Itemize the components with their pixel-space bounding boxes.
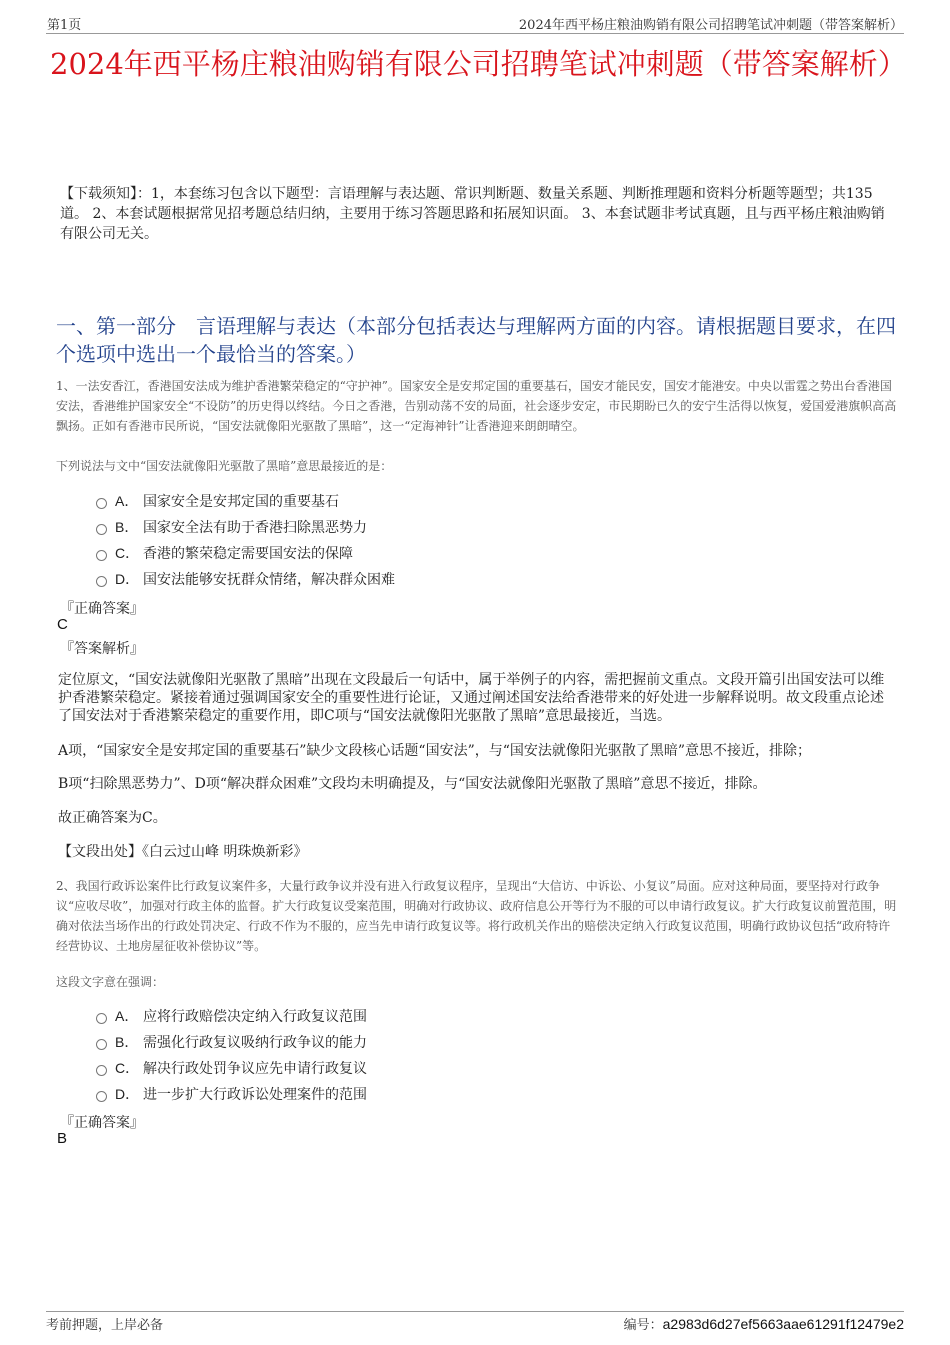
section-heading: 一、第一部分 言语理解与表达（本部分包括表达与理解两方面的内容。请根据题目要求，在四个选项中选出一个最恰当的答案。） (56, 314, 896, 366)
question-2-option-c[interactable] (96, 1058, 367, 1078)
option-letter: B． (115, 1034, 139, 1050)
option-letter: D． (115, 571, 140, 587)
page-title: 2024年西平杨庄粮油购销有限公司招聘笔试冲刺题（带答案解析） (50, 47, 907, 81)
radio-icon[interactable] (96, 1013, 107, 1024)
option-text: 国家安全法有助于香港扫除黑恶势力 (143, 520, 367, 536)
question-1-prompt: 下列说法与文中“国安法就像阳光驱散了黑暗”意思最接近的是： (56, 459, 393, 473)
analysis-paragraph: B项“扫除黑恶势力”、D项“解决群众困难”文段均未明确提及，与“国安法就像阳光驱散了黑暗”意思不接近，排除。 (58, 776, 767, 792)
download-notice: 【下载须知】：1，本套练习包含以下题型：言语理解与表达题、常识判断题、数量关系题、判断推理题和资料分析题等题型；共135道。 2、本套试题根据常见招考题总结归纳，主要用于练习答题思路和拓展知识面。 3、本套试题非考试真题，且与西平杨庄粮油购销有限公司无关。 (60, 186, 885, 242)
document-id-label: 编号： (623, 1318, 663, 1333)
radio-icon[interactable] (96, 550, 107, 561)
document-id (624, 1314, 904, 1333)
question-2-text: 2、我国行政诉讼案件比行政复议案件多，大量行政争议并没有进入行政复议程序，呈现出“大信访、中诉讼、小复议”局面。应对这种局面，要坚持对行政争议“应收尽收”，加强对行政主体的监督。扩大行政复议受案范围，明确对行政协议、政府信息公开等行为不服的可以申请行政复议。扩大行政复议前置范围，明确对依法当场作出的行政处罚决定、行政不作为不服的，应当先申请行政复议等。将行政机关作出的赔偿决定纳入行政复议范围，明确行政协议包括“政府特许经营协议、土地房屋征收补偿协议”等。 (56, 879, 897, 953)
option-text: 需强化行政复议吸纳行政争议的能力 (143, 1035, 367, 1051)
radio-icon[interactable] (96, 498, 107, 509)
header-divider (46, 33, 904, 34)
analysis-paragraph: 故正确答案为C。 (58, 810, 167, 826)
question-1-text: 1、一法安香江，香港国安法成为维护香港繁荣稳定的“守护神”。国家安全是安邦定国的重要基石，国安才能民安，国安才能港安。中央以雷霆之势出台香港国安法，香港维护国家安全“不设防”的历史得以终结。今日之香港，告别动荡不安的局面，社会逐步安定，市民期盼已久的安宁生活得以恢复，爱国爱港旗帜高高飘扬。正如有香港市民所说，“国安法就像阳光驱散了黑暗”，这一“定海神针”让香港迎来朗朗晴空。 (56, 379, 897, 433)
option-text: 进一步扩大行政诉讼处理案件的范围 (143, 1087, 367, 1103)
option-letter: C． (115, 545, 140, 561)
option-letter: A． (115, 1008, 139, 1024)
question-2-prompt: 这段文字意在强调： (56, 975, 165, 989)
option-letter: B． (115, 519, 139, 535)
option-letter: C． (115, 1060, 140, 1076)
footer-divider (46, 1311, 904, 1312)
option-letter: A． (115, 493, 139, 509)
header-doc-title: 2024年西平杨庄粮油购销有限公司招聘笔试冲刺题（带答案解析） (518, 18, 903, 33)
page-number: 第1页 (47, 18, 82, 33)
option-text: 解决行政处罚争议应先申请行政复议 (143, 1061, 367, 1077)
question-2-option-b[interactable] (96, 1032, 367, 1052)
radio-icon[interactable] (96, 1039, 107, 1050)
question-1-option-a[interactable] (96, 491, 339, 511)
answer-label: 『正确答案』 (60, 1115, 144, 1131)
option-text: 国安法能够安抚群众情绪，解决群众困难 (143, 572, 395, 588)
analysis-label: 『答案解析』 (60, 641, 144, 657)
radio-icon[interactable] (96, 576, 107, 587)
answer-value: B (57, 1130, 68, 1147)
question-2-option-a[interactable] (96, 1006, 367, 1026)
option-text: 应将行政赔偿决定纳入行政复议范围 (143, 1009, 367, 1025)
option-letter: D． (115, 1086, 140, 1102)
footer-slogan: 考前押题，上岸必备 (46, 1318, 164, 1333)
source-note: 【文段出处】《白云过山峰 明珠焕新彩》 (58, 844, 308, 860)
option-text: 香港的繁荣稳定需要国安法的保障 (143, 546, 353, 562)
question-2-option-d[interactable] (96, 1084, 367, 1104)
question-1-option-c[interactable] (96, 543, 353, 563)
option-text: 国家安全是安邦定国的重要基石 (143, 494, 339, 510)
radio-icon[interactable] (96, 1065, 107, 1076)
answer-label: 『正确答案』 (60, 601, 144, 617)
document-id-value: a2983d6d27ef5663aae61291f12479e2 (662, 1316, 904, 1332)
question-1-option-d[interactable] (96, 569, 395, 589)
analysis-paragraph: A项，“国家安全是安邦定国的重要基石”缺少文段核心话题“国安法”，与“国安法就像阳光驱散了黑暗”意思不接近，排除； (58, 743, 812, 759)
question-1-option-b[interactable] (96, 517, 367, 537)
radio-icon[interactable] (96, 1091, 107, 1102)
analysis-paragraph: 定位原文，“国安法就像阳光驱散了黑暗”出现在文段最后一句话中，属于举例子的内容，需把握前文重点。文段开篇引出国安法可以维护香港繁荣稳定。紧接着通过强调国家安全的重要性进行论证，又通过阐述国安法给香港带来的好处进一步解释说明。故文段重点论述了国安法对于香港繁荣稳定的重要作用，即C项与“国安法就像阳光驱散了黑暗”意思最接近，当选。 (58, 672, 885, 724)
radio-icon[interactable] (96, 524, 107, 535)
answer-value: C (57, 616, 68, 633)
